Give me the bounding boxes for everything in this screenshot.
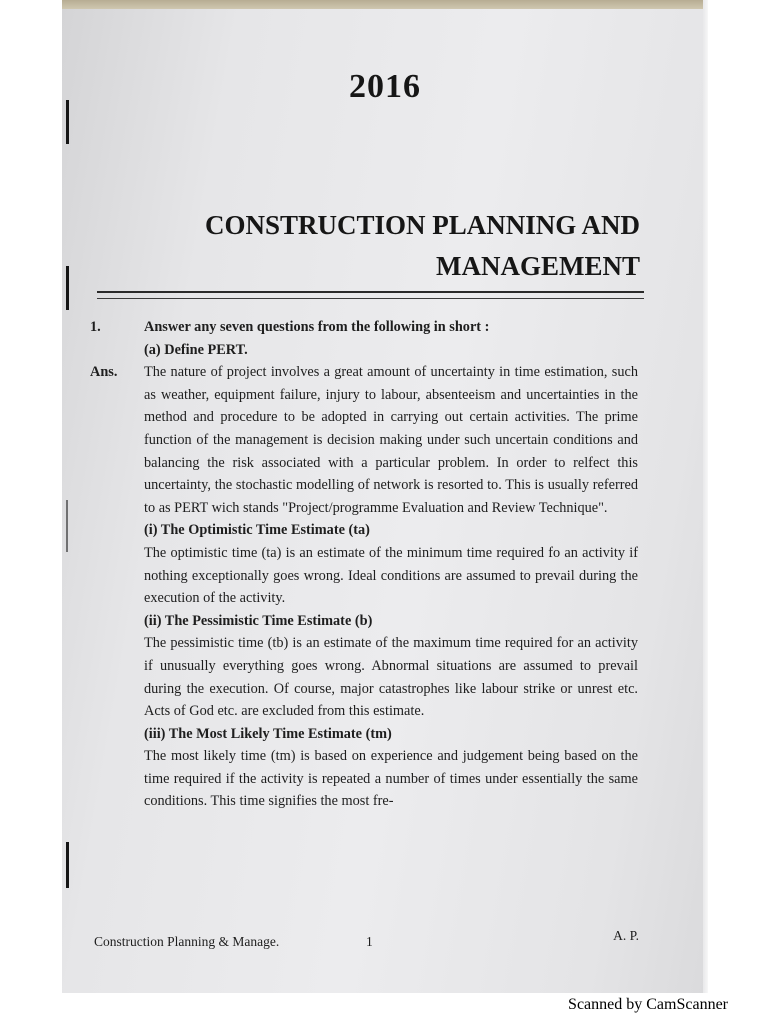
answer-row (90, 361, 638, 519)
footer-initials: A. P. (613, 928, 639, 943)
question-prompt: Answer any seven questions from the following in short : (144, 319, 490, 335)
binding-mark (66, 266, 69, 310)
answer-text: The nature of project involves a great amount of uncertainty in time estimation, such as weather, equipment failure, injury to labour, absenteeism and uncertainties in the method and procedure to be adopted in carrying out certain activities. The prime function of the management is decision making under such uncertain conditions and balancing the risk associated with a particular problem. In order to relfect this uncertainty, the stochastic modelling of network is resorted to. This is usually referred to as PERT wich stands "Project/programme Evaluation and Review Technique". (144, 364, 638, 516)
section-text-most-likely: The most likely time (tm) is based on experience and judgement being based on the time required if the activity is repeated a number of times under essentially the same conditions. This time signifies the most fre- (144, 748, 638, 810)
section-text-optimistic: The optimistic time (ta) is an estimate of the minimum time required fo an activity if nothing exceptionally goes wrong. Ideal conditions are assumed to prevail during the execution of the activity. (144, 544, 638, 607)
paper-title-line-1: CONSTRUCTION PLANNING AND (204, 210, 640, 240)
title-rule (97, 298, 644, 299)
section-heading-most-likely: (iii) The Most Likely Time Estimate (tm) (144, 725, 392, 742)
paper-title-line-2: MANAGEMENT (436, 251, 640, 281)
section-heading-optimistic: (i) The Optimistic Time Estimate (ta) (144, 522, 370, 539)
section-heading-pessimistic: (ii) The Pessimistic Time Estimate (b) (144, 612, 373, 629)
question-number: 1. (90, 319, 101, 335)
title-rule (97, 291, 644, 293)
page-top-edge (62, 0, 708, 9)
binding-mark (66, 500, 68, 552)
question-content (90, 316, 638, 813)
footer-book-title: Construction Planning & Manage. (94, 934, 280, 949)
binding-mark (66, 842, 69, 888)
section-text-pessimistic: The pessimistic time (tb) is an estimate of the maximum time required for an activity if unusually everything goes wrong. Abnormal situations are assumed to prevail during the execution. Of course, major catastrophes like labour strike or unrest etc. Acts of God etc. are excluded from this estimate. (144, 635, 638, 720)
binding-mark (66, 100, 69, 144)
scanned-page (62, 0, 708, 993)
footer-page-number: 1 (366, 934, 373, 949)
page-right-edge (703, 0, 708, 993)
scanner-watermark: Scanned by CamScanner (568, 996, 728, 1013)
answer-label: Ans. (90, 364, 118, 381)
sub-question: (a) Define PERT. (144, 341, 248, 358)
question-row (90, 316, 638, 339)
exam-year: 2016 (349, 68, 421, 105)
